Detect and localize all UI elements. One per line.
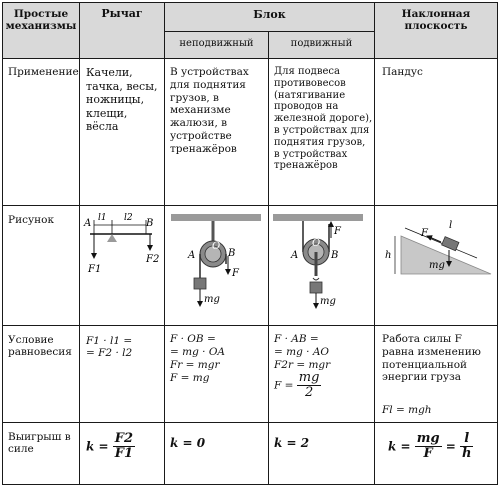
- rule-header-bottom: [2, 58, 498, 59]
- application-fixed: В устройствах для поднятия грузов, в механизме жалюзи, в устройстве тренажёров: [170, 66, 249, 155]
- label-drawing: Рисунок: [8, 214, 55, 226]
- movable-pulley-diagram: [269, 206, 374, 324]
- rule-bottom: [2, 484, 498, 485]
- movable-label-f: F: [334, 226, 341, 237]
- header-simple-mechanisms: Простые механизмы: [5, 8, 77, 33]
- fixed-label-o: O: [212, 241, 221, 252]
- gain-incline-frac2: [460, 432, 473, 461]
- rule-top: [2, 2, 498, 3]
- header-lever: Рычаг: [101, 7, 143, 20]
- application-incline: Пандус: [382, 66, 423, 78]
- gain-incline-den: F: [423, 446, 433, 461]
- equilibrium-fixed-4: F = mg: [170, 372, 210, 384]
- incline-load: [442, 237, 459, 251]
- equilibrium-fixed-2: = mg · OA: [170, 346, 226, 358]
- incline-label-f: F: [421, 228, 428, 239]
- rule-drawing-bottom: [2, 325, 498, 326]
- movable-label-o: O: [312, 238, 321, 249]
- gain-lever-frac: [113, 432, 135, 461]
- equilibrium-incline-eq: Fl = mgh: [382, 404, 432, 416]
- header-block-movable: подвижный: [290, 38, 353, 49]
- fixed-pulley-diagram: [165, 206, 268, 324]
- incline-diagram: [375, 206, 497, 324]
- lever-label-f1: F1: [88, 264, 102, 275]
- gain-incline-num2: l: [460, 432, 473, 447]
- movable-ceiling: [273, 214, 363, 221]
- gain-incline-eq: =: [445, 439, 456, 454]
- incline-label-l: l: [449, 220, 453, 231]
- rule-left: [2, 2, 3, 485]
- lever-label-f2: F2: [146, 254, 160, 265]
- equilibrium-fixed-1: F · OB =: [170, 333, 216, 345]
- equilibrium-movable-2: = mg · AO: [274, 346, 330, 358]
- fixed-load: [194, 278, 206, 289]
- gain-lever: [86, 432, 135, 461]
- equilibrium-movable-fraction: [274, 371, 372, 400]
- lever-fulcrum: [107, 234, 117, 242]
- equilibrium-lever-2: = F2 · l2: [86, 347, 133, 359]
- movable-label-b: B: [331, 250, 339, 261]
- lever-label-l2: l2: [124, 213, 133, 223]
- movable-frac: [297, 371, 322, 400]
- header-inclined-plane: Наклонная плоскость: [401, 8, 471, 33]
- gain-lever-den: F1: [114, 446, 134, 461]
- application-lever: Качели, тачка, весы, ножницы, клещи, вёсла: [86, 66, 158, 133]
- movable-label-a: A: [291, 250, 299, 261]
- rule-equilibrium-bottom: [2, 422, 498, 423]
- incline-label-h: h: [385, 250, 392, 261]
- label-gain: Выигрыш в силе: [8, 431, 71, 456]
- gain-lever-num: F2: [114, 431, 134, 446]
- rule-right: [497, 2, 498, 485]
- gain-fixed: k = 0: [170, 436, 206, 450]
- gain-incline-frac1: [415, 432, 442, 461]
- fixed-ceiling: [171, 214, 261, 221]
- lever-label-b: B: [146, 218, 154, 229]
- equilibrium-movable-1: F · AB =: [274, 333, 319, 345]
- fixed-label-a: A: [188, 250, 196, 261]
- gain-lever-lhs: k =: [86, 439, 109, 454]
- header-block: Блок: [253, 8, 286, 21]
- fixed-label-b: B: [228, 248, 236, 259]
- gain-movable: k = 2: [274, 436, 310, 450]
- equilibrium-movable-3: F2r = mgr: [274, 359, 331, 371]
- movable-frac-lhs: F =: [274, 379, 294, 392]
- gain-incline-den2: h: [462, 446, 472, 461]
- gain-incline: [388, 432, 473, 461]
- fixed-label-mg: mg: [204, 294, 220, 305]
- movable-load: [310, 282, 322, 293]
- label-equilibrium: Условие равновесия: [8, 334, 72, 359]
- application-movable: Для подвеса противовесов (натягивание проводов на железной дороге), в устройствах для поднятия грузов, в устройствах тренажёров: [274, 66, 373, 172]
- incline-force-f: [427, 236, 441, 242]
- label-application: Применение: [8, 66, 79, 78]
- gain-incline-lhs: k =: [388, 439, 411, 454]
- rule-block-split: [164, 31, 374, 32]
- movable-frac-num: mg: [298, 370, 320, 385]
- movable-frac-den: 2: [304, 385, 314, 400]
- lever-label-a: A: [84, 218, 92, 229]
- equilibrium-fixed-3: Fr = mgr: [170, 359, 220, 371]
- equilibrium-lever-1: F1 · l1 =: [86, 335, 133, 347]
- lever-label-l1: l1: [98, 213, 107, 223]
- equilibrium-incline-text: Работа силы F равна изменению потенциальной энергии груза: [382, 333, 481, 384]
- incline-label-mg: mg: [429, 260, 445, 271]
- header-block-fixed: неподвижный: [179, 38, 254, 49]
- gain-incline-num: mg: [416, 431, 440, 446]
- lever-diagram: [80, 206, 164, 324]
- movable-label-mg: mg: [320, 296, 336, 307]
- fixed-label-f: F: [232, 268, 239, 279]
